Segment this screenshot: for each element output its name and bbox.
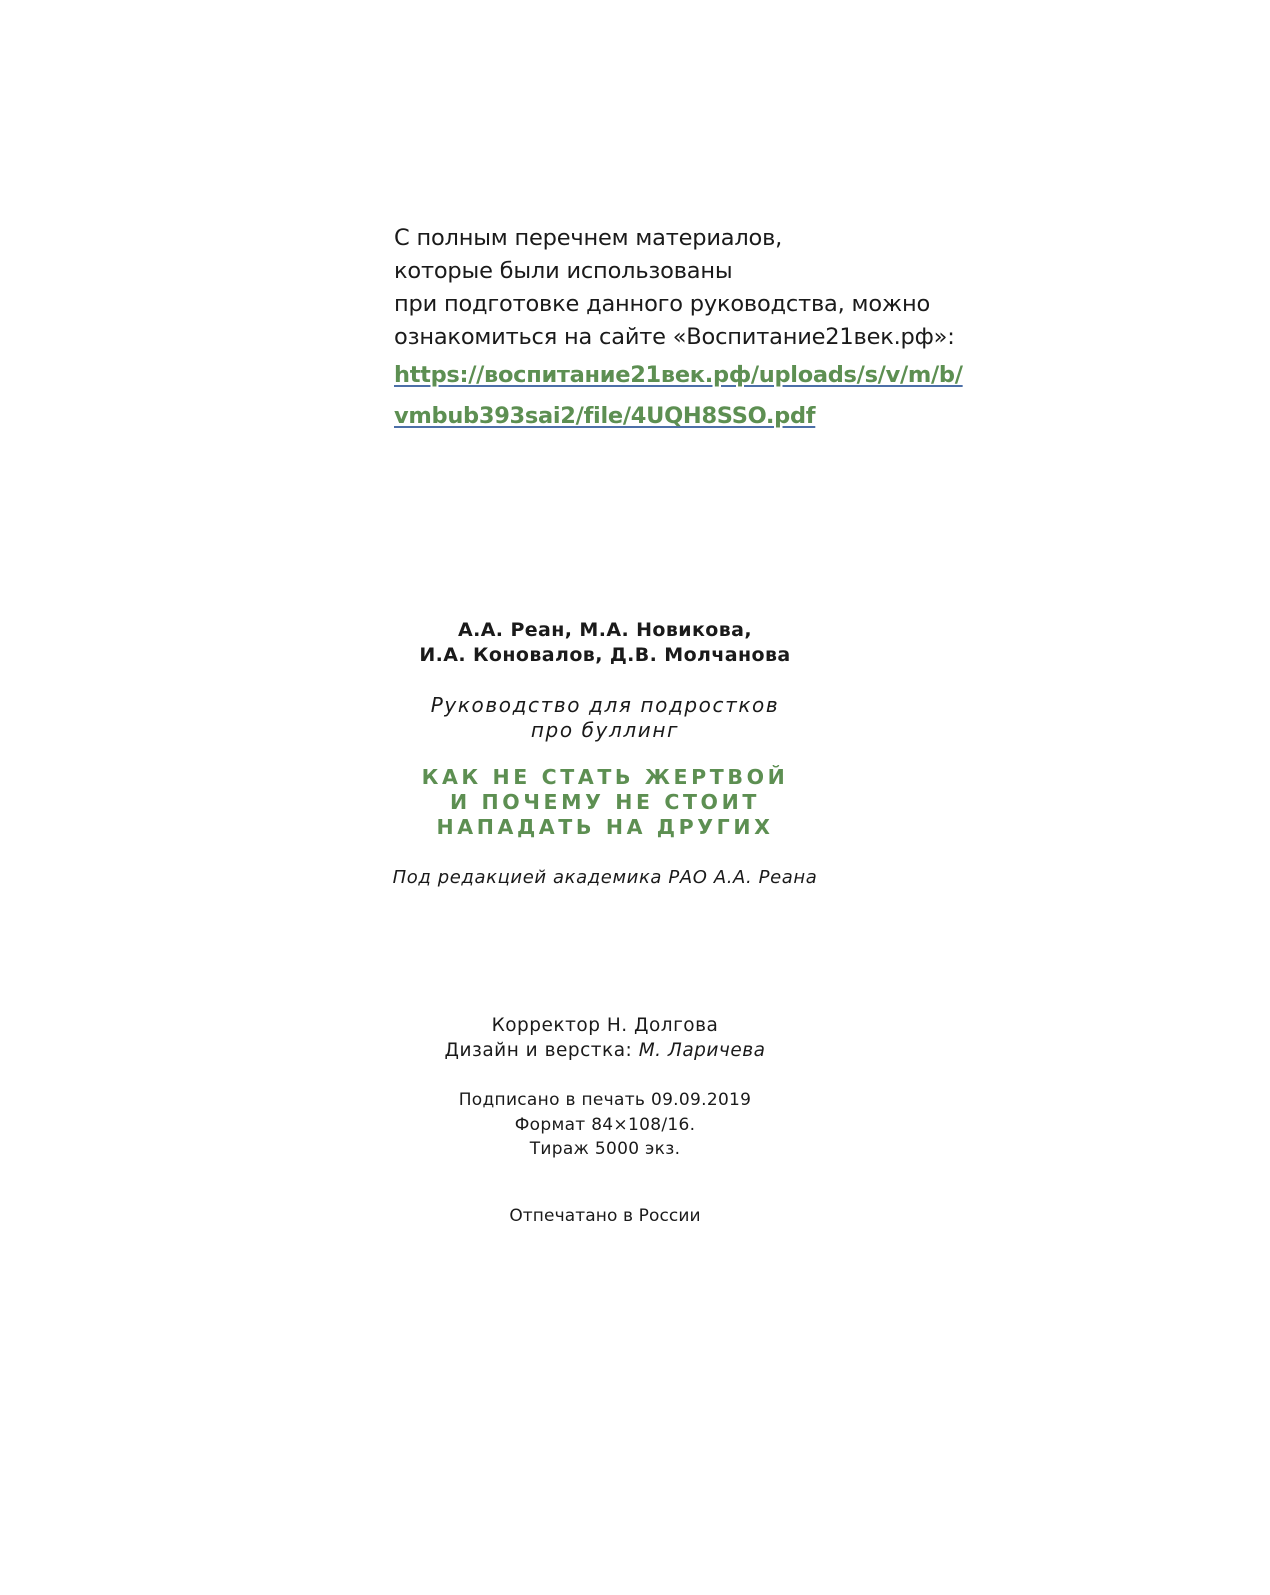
intro-line-2: которые были использованы (394, 258, 733, 284)
intro-line-1: С полным перечнем материалов, (394, 225, 783, 251)
format: Формат 84×108/16. (514, 1114, 696, 1135)
authors-line-1: А.А. Реан, М.А. Новикова, (457, 619, 753, 641)
title-line-2: И ПОЧЕМУ НЕ СТОИТ (450, 790, 760, 814)
subtitle (0, 693, 1210, 743)
materials-link-part-1[interactable]: https://воспитание21век.рф/uploads/s/v/m/b/ (394, 362, 963, 388)
design-credit (0, 1038, 1210, 1063)
intro-line-4: ознакомиться на сайте «Воспитание21век.рф»: (394, 324, 955, 350)
editor-note: Под редакцией академика РАО А.А. Реана (392, 867, 818, 888)
print-info (0, 1088, 1210, 1162)
authors-line-2: И.А. Коновалов, Д.В. Молчанова (419, 644, 791, 666)
title-line-3: НАПАДАТЬ НА ДРУГИХ (436, 815, 774, 839)
authors (0, 618, 1210, 668)
printed-in: Отпечатано в России (509, 1206, 701, 1226)
signed-date: Подписано в печать 09.09.2019 (458, 1090, 752, 1110)
materials-link-part-2[interactable]: vmbub393sai2/file/4UQH8SSO.pdf (394, 403, 816, 429)
circulation: Тираж 5000 экз. (529, 1139, 681, 1159)
materials-note (394, 222, 1014, 433)
intro-line-3: при подготовке данного руководства, можно (394, 291, 931, 317)
subtitle-line-2: про буллинг (530, 718, 680, 742)
book-title (0, 765, 1210, 840)
corrector: Корректор Н. Долгова (491, 1015, 719, 1036)
design-label: Дизайн и верстка: (444, 1040, 633, 1061)
title-line-1: КАК НЕ СТАТЬ ЖЕРТВОЙ (421, 765, 789, 789)
credits (0, 1013, 1210, 1063)
subtitle-line-1: Руководство для подростков (430, 693, 780, 717)
designer-name: М. Ларичева (638, 1040, 766, 1061)
